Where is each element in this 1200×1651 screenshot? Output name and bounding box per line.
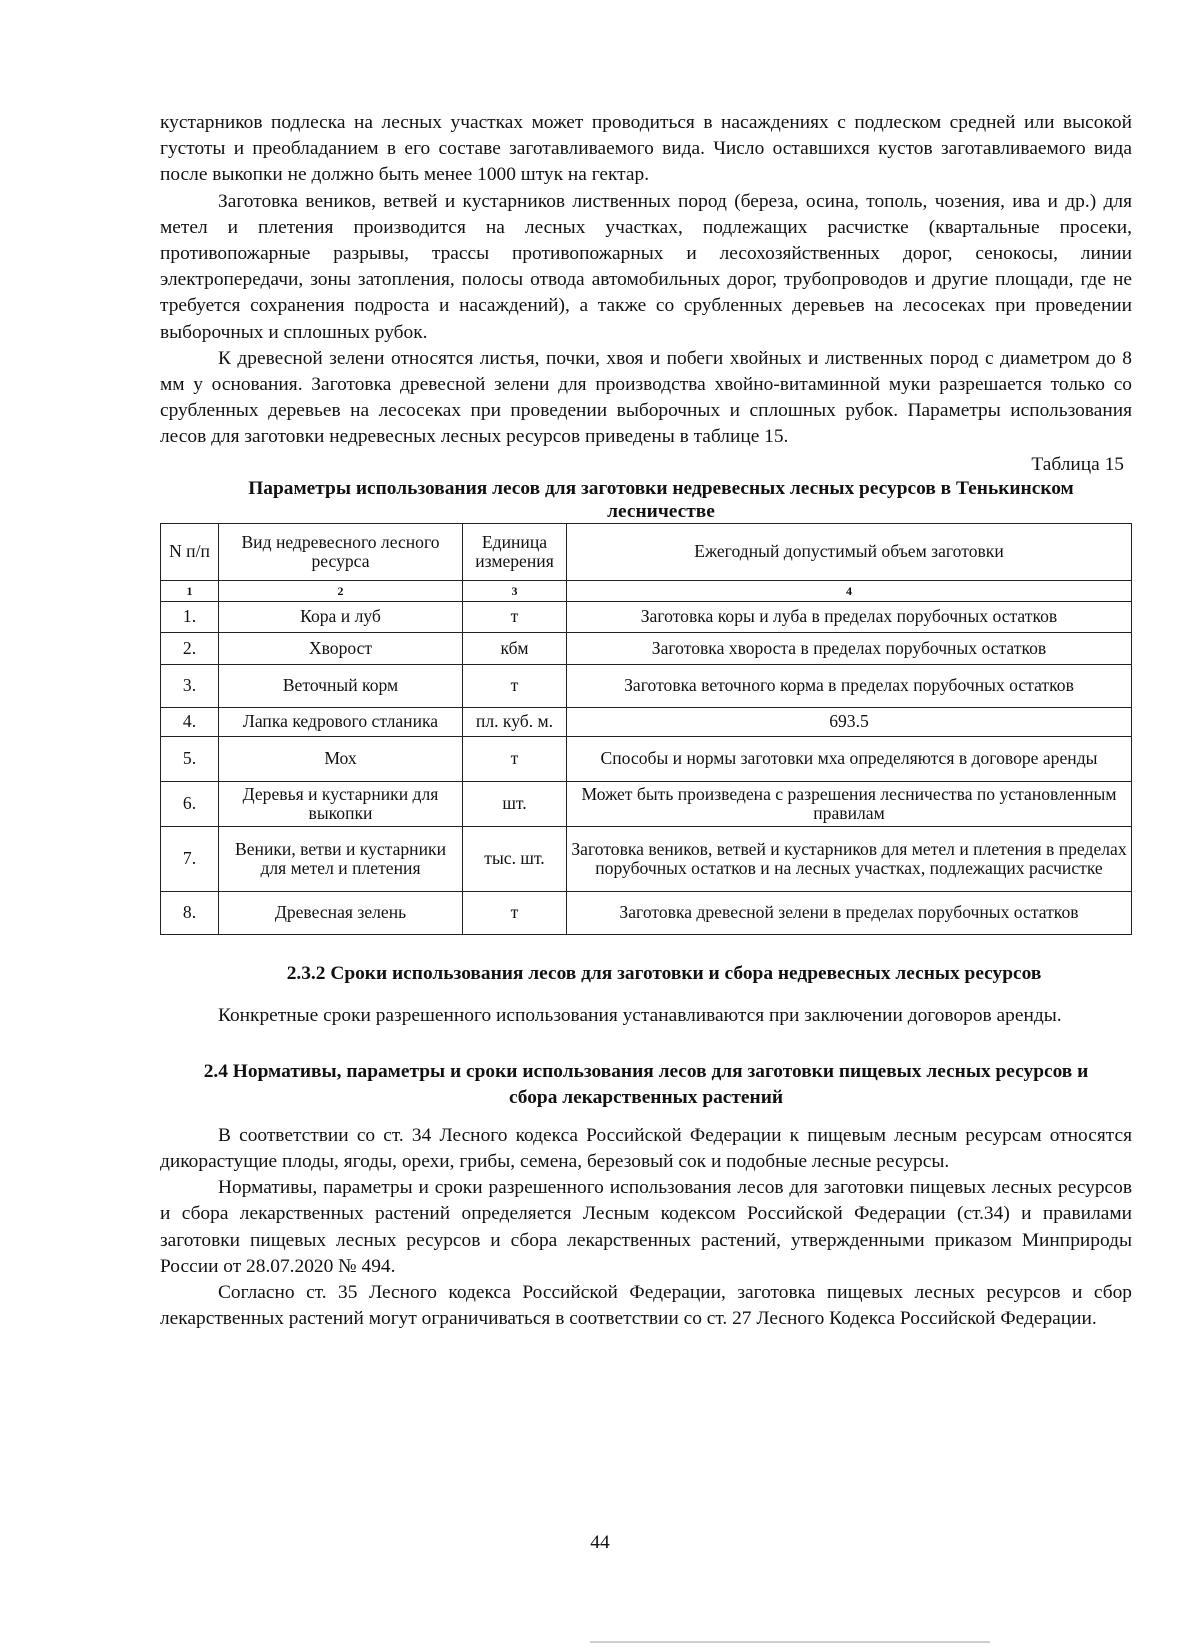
cell-unit: пл. куб. м. [463, 707, 567, 736]
cell-num: 6. [161, 781, 219, 826]
table-row [161, 601, 1132, 632]
cell-volume: Заготовка коры и луба в пределах порубочных остатков [567, 601, 1132, 632]
table-row [161, 781, 1132, 826]
paragraph: Заготовка веников, ветвей и кустарников лиственных пород (береза, осина, тополь, чозения, ива и др.) для метел и плетения производится на лесных участках, подлежащих расчистке (квартальные просеки, противопожарные разрывы, трассы противопожарных и лесохозяйственных дорог, сенокосы, линии электропередачи, зоны затопления, полосы отвода автомобильных дорог, трубопроводов и другие площади, где не требуется сохранения подроста и насаждений), а также со срубленных деревьев на лесосеках при проведении выборочных и сплошных рубок. [160, 190, 1132, 343]
cell-resource: Кора и луб [219, 601, 463, 632]
table-caption: Таблица 15 [1031, 453, 1124, 475]
cell-volume: Может быть произведена с разрешения лесничества по установленным правилам [567, 781, 1132, 826]
cell-num: 4. [161, 707, 219, 736]
table-row [161, 707, 1132, 736]
resources-table [160, 523, 1132, 935]
paragraph: кустарников подлеска на лесных участках может проводиться в насаждениях с подлеском средней или высокой густоты и преобладанием в его составе заготавливаемого вида. Число оставшихся кустов заготавливаемого вида после выкопки не должно быть менее 1000 штук на гектар. [160, 112, 1132, 186]
table-row [161, 664, 1132, 707]
column-header: Ежегодный допустимый объем заготовки [567, 523, 1132, 580]
cell-unit: т [463, 601, 567, 632]
cell-num: 2. [161, 632, 219, 664]
section-heading-2-3-2: 2.3.2 Сроки использования лесов для заготовки и сбора недревесных лесных ресурсов [286, 962, 1042, 984]
cell-volume: Способы и нормы заготовки мха определяются в договоре аренды [567, 736, 1132, 781]
paragraph: К древесной зелени относятся листья, почки, хвоя и побеги хвойных и лиственных пород с диаметром до 8 мм у основания. Заготовка древесной зелени для производства хвойно-витаминной муки разрешается только со срубленных деревьев на лесосеках при проведении выборочных и сплошных рубок. Параметры использования лесов для заготовки недревесных лесных ресурсов приведены в таблице 15. [160, 347, 1132, 448]
table-title: Параметры использования лесов для заготовки недревесных лесных ресурсов в Тенькинском лесничестве [248, 477, 1074, 522]
cell-volume: Заготовка древесной зелени в пределах порубочных остатков [567, 891, 1132, 934]
page-number: 44 [590, 1532, 610, 1553]
column-number: 2 [219, 580, 463, 601]
table-row [161, 736, 1132, 781]
cell-unit: т [463, 736, 567, 781]
column-header: Единица измерения [463, 523, 567, 580]
paragraph: Конкретные сроки разрешенного использования устанавливаются при заключении договоров аренды. [218, 1004, 1062, 1026]
cell-unit: т [463, 664, 567, 707]
cell-volume: 693.5 [567, 707, 1132, 736]
cell-num: 3. [161, 664, 219, 707]
paragraph: В соответствии со ст. 34 Лесного кодекса Российской Федерации к пищевым лесным ресурсам относятся дикорастущие плоды, ягоды, орехи, грибы, семена, березовый сок и подобные лесные ресурсы. [160, 1124, 1132, 1173]
column-header: N п/п [161, 523, 219, 580]
cell-resource: Веточный корм [219, 664, 463, 707]
table-header-row [161, 523, 1132, 580]
table-row [161, 632, 1132, 664]
cell-num: 7. [161, 826, 219, 891]
column-number: 1 [161, 580, 219, 601]
cell-num: 1. [161, 601, 219, 632]
cell-resource: Древесная зелень [219, 891, 463, 934]
column-header: Вид недревесного лесного ресурса [219, 523, 463, 580]
table-row [161, 826, 1132, 891]
cell-volume: Заготовка хвороста в пределах порубочных остатков [567, 632, 1132, 664]
cell-num: 8. [161, 891, 219, 934]
cell-resource: Мох [219, 736, 463, 781]
paragraph: Нормативы, параметры и сроки разрешенного использования лесов для заготовки пищевых лесных ресурсов и сбора лекарственных растений определяется Лесным кодексом Российской Федерации (ст.34) и правилами заготовки пищевых лесных ресурсов и сбора лекарственных растений, утвержденными приказом Минприроды России от 28.07.2020 № 494. [160, 1177, 1132, 1277]
column-number: 4 [567, 580, 1132, 601]
column-number: 3 [463, 580, 567, 601]
cell-unit: шт. [463, 781, 567, 826]
cell-resource: Лапка кедрового стланика [219, 707, 463, 736]
section-heading-2-4: 2.4 Нормативы, параметры и сроки использования лесов для заготовки пищевых лесных ресурсов и сбора лекарственных растений [203, 1060, 1089, 1108]
scan-edge-line [590, 1641, 990, 1643]
table-row [161, 891, 1132, 934]
paragraph: Согласно ст. 35 Лесного кодекса Российской Федерации, заготовка пищевых лесных ресурсов и сбор лекарственных растений могут ограничиваться в соответствии со ст. 27 Лесного Кодекса Российской Федерации. [160, 1282, 1132, 1330]
cell-num: 5. [161, 736, 219, 781]
column-number-row [161, 580, 1132, 601]
cell-resource: Веники, ветви и кустарники для метел и плетения [219, 826, 463, 891]
cell-unit: т [463, 891, 567, 934]
page-content [160, 110, 1132, 1332]
cell-unit: тыс. шт. [463, 826, 567, 891]
cell-resource: Хворост [219, 632, 463, 664]
cell-unit: кбм [463, 632, 567, 664]
cell-volume: Заготовка веточного корма в пределах порубочных остатков [567, 664, 1132, 707]
cell-volume: Заготовка веников, ветвей и кустарников для метел и плетения в пределах порубочных остатков и на лесных участках, подлежащих расчистке [567, 826, 1132, 891]
cell-resource: Деревья и кустарники для выкопки [219, 781, 463, 826]
